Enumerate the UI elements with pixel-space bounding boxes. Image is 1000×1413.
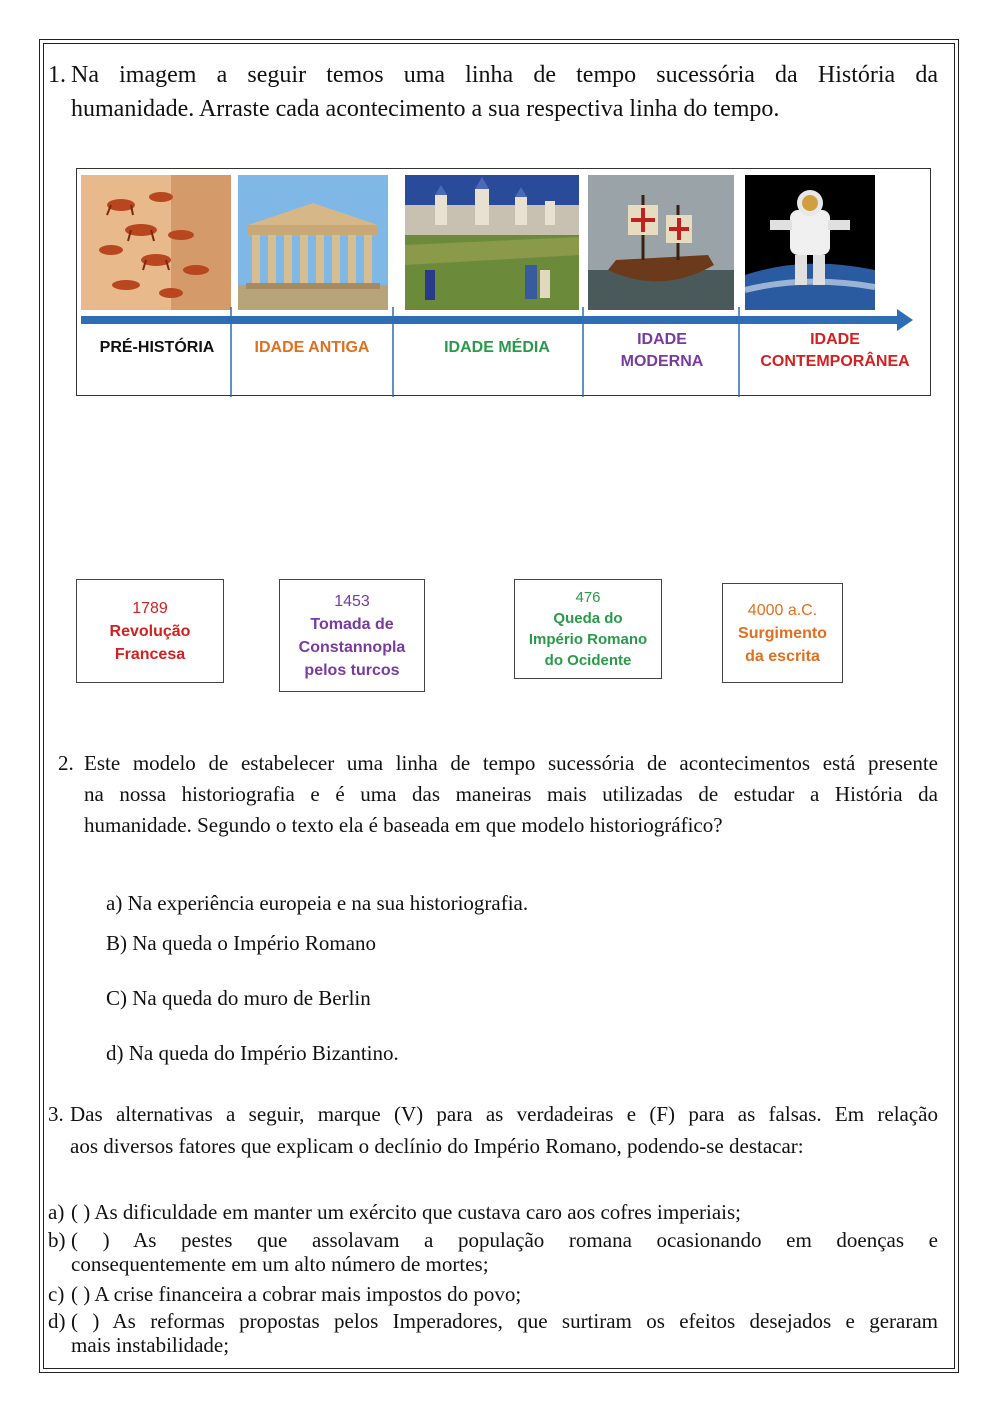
question-3-item-a-label: a) — [48, 1200, 65, 1224]
question-3-item-d-line-1: ( ) As reformas propostas pelos Imperadores, que surtiram os efeitos desejados e geraram — [71, 1309, 938, 1333]
event-card-476-line-1: Queda do — [553, 610, 623, 627]
question-2-option-d[interactable]: d) Na queda do Império Bizantino. — [106, 1041, 399, 1065]
question-3-number: 3. — [48, 1102, 64, 1126]
event-card-1453-line-2: Constannopla — [298, 638, 406, 656]
question-3-line-1: Das alternativas a seguir, marque (V) para as verdadeiras e (F) para as falsas. Em relação — [70, 1102, 938, 1126]
cave-painting-image — [81, 175, 231, 310]
event-card-4000ac[interactable] — [722, 583, 843, 683]
event-card-476-line-2: Império Romano — [528, 631, 648, 648]
question-2-line-3: humanidade. Segundo o texto ela é baseada em que modelo historiográfico? — [84, 813, 723, 837]
question-1-number: 1. — [48, 62, 66, 88]
question-3-item-b-line-2: consequentemente em um alto número de mortes; — [71, 1252, 489, 1276]
question-3-item-a-line-1: ( ) As dificuldade em manter um exército que custava caro aos cofres imperiais; — [71, 1200, 741, 1224]
era-idade-contemporanea-line-2: CONTEMPORÂNEA — [760, 353, 910, 370]
question-2-line-1: Este modelo de estabelecer uma linha de tempo sucessória de acontecimentos está presente — [84, 751, 938, 775]
astronaut-image — [745, 175, 875, 310]
timeline-arrow-shaft — [81, 316, 901, 324]
event-card-1789[interactable] — [76, 579, 224, 683]
event-card-1789-line-2: Francesa — [114, 645, 186, 663]
parthenon-image — [238, 175, 388, 310]
event-card-476[interactable] — [514, 579, 662, 679]
event-card-4000ac-line-1: Surgimento — [738, 624, 827, 642]
question-3-item-a[interactable] — [48, 1200, 938, 1224]
question-3-item-b-line-1: ( ) As pestes que assolavam a população romana ocasionando em doenças e — [71, 1228, 938, 1252]
question-3-item-b[interactable] — [48, 1228, 938, 1276]
event-card-1453[interactable] — [279, 579, 425, 692]
question-3-item-d-label: d) — [48, 1309, 66, 1333]
era-idade-contemporanea-line-1: IDADE — [810, 331, 860, 348]
era-pre-historia: PRÉ-HISTÓRIA — [99, 339, 215, 356]
era-idade-moderna-line-2: MODERNA — [620, 353, 704, 370]
event-card-1453-line-3: pelos turcos — [304, 661, 400, 679]
era-idade-antiga: IDADE ANTIGA — [254, 339, 370, 356]
medieval-castle-field-image — [405, 175, 579, 310]
event-card-1789-year: 1789 — [132, 599, 168, 617]
event-card-4000ac-line-2: da escrita — [745, 647, 820, 665]
event-card-4000ac-year: 4000 a.C. — [747, 601, 818, 619]
question-2-line-2: na nossa historiografia e é uma das maneiras mais utilizadas de estudar a História da — [84, 782, 938, 806]
era-idade-moderna — [589, 329, 735, 373]
question-2 — [58, 748, 938, 841]
timeline-figure — [76, 168, 931, 396]
timeline-arrow-head — [897, 309, 913, 331]
question-2-number: 2. — [58, 751, 74, 775]
event-card-1453-line-1: Tomada de — [310, 615, 394, 633]
event-card-476-year: 476 — [575, 589, 601, 606]
question-2-option-c[interactable]: C) Na queda do muro de Berlin — [106, 986, 371, 1010]
question-1-line-1: Na imagem a seguir temos uma linha de tempo sucessória da História da — [71, 62, 938, 88]
question-1 — [48, 58, 938, 126]
question-1-line-2: humanidade. Arraste cada acontecimento a sua respectiva linha do tempo. — [71, 96, 780, 122]
question-3-item-b-label: b) — [48, 1228, 66, 1252]
event-card-1789-line-1: Revolução — [109, 622, 191, 640]
question-3-item-c-line-1: ( ) A crise financeira a cobrar mais impostos do povo; — [71, 1282, 522, 1306]
era-idade-media: IDADE MÉDIA — [444, 339, 550, 356]
question-2-option-a[interactable]: a) Na experiência europeia e na sua historiografia. — [106, 891, 529, 915]
era-idade-moderna-line-1: IDADE — [637, 331, 687, 348]
question-2-option-b[interactable]: B) Na queda o Império Romano — [106, 931, 377, 955]
question-3-line-2: aos diversos fatores que explicam o declínio do Império Romano, podendo-se destacar: — [70, 1134, 804, 1158]
question-3-item-c-label: c) — [48, 1282, 65, 1306]
caravel-ship-image — [588, 175, 734, 310]
question-3-item-c[interactable] — [48, 1282, 938, 1306]
question-3-item-d[interactable] — [48, 1309, 938, 1357]
event-card-1453-year: 1453 — [334, 592, 370, 610]
question-3 — [48, 1098, 938, 1162]
question-3-item-d-line-2: mais instabilidade; — [71, 1333, 230, 1357]
event-card-476-line-3: do Ocidente — [544, 652, 632, 669]
era-idade-contemporanea — [741, 329, 929, 373]
